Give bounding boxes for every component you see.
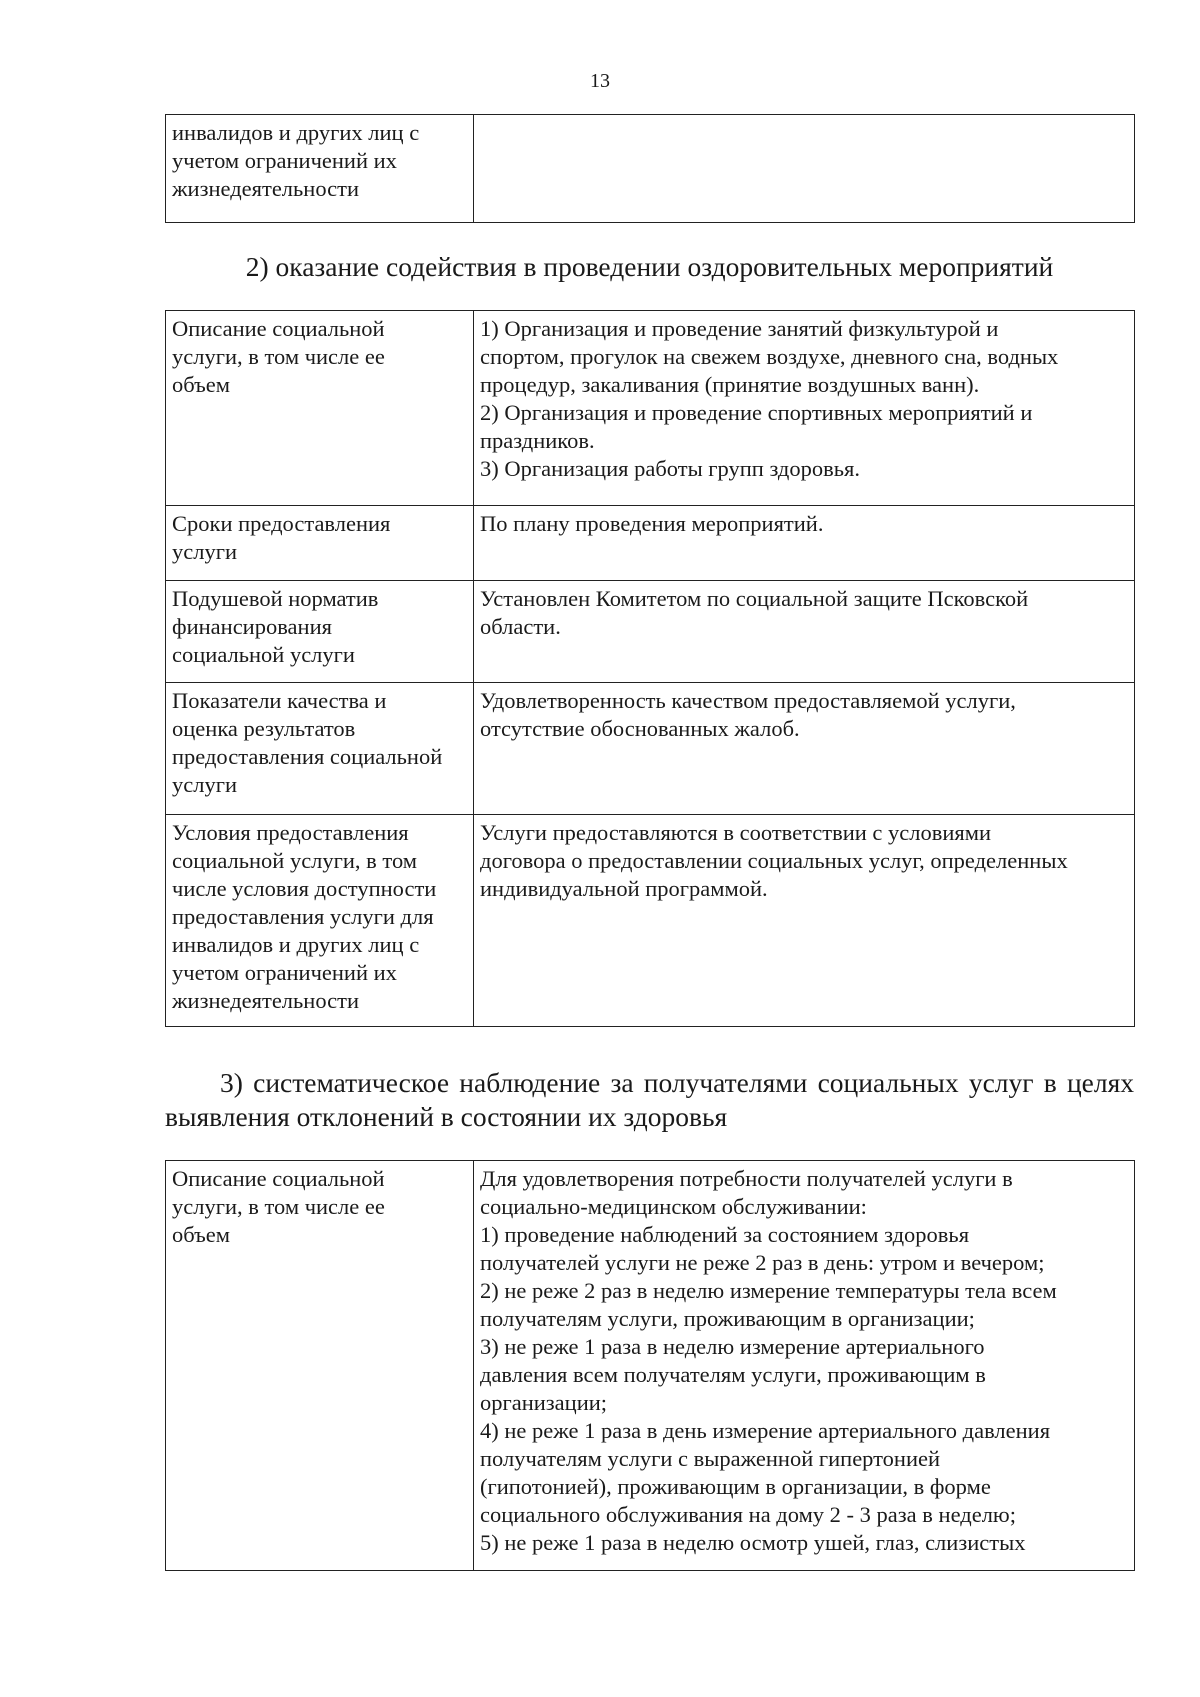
row-value: Установлен Комитетом по социальной защите Псковской области. <box>474 581 1135 683</box>
row-label: Подушевой норматив финансирования социальной услуги <box>166 581 474 683</box>
row-label: Описание социальной услуги, в том числе ее объем <box>166 1161 474 1571</box>
section-heading-3: 3) систематическое наблюдение за получателями социальных услуг в целях выявления отклонений в состоянии их здоровья <box>165 1067 1134 1132</box>
section-3-table <box>165 1160 1135 1571</box>
row-label: инвалидов и других лиц с учетом ограничений их жизнедеятельности <box>166 115 474 223</box>
row-value: Удовлетворенность качеством предоставляемой услуги, отсутствие обоснованных жалоб. <box>474 683 1135 815</box>
table-row <box>166 683 1135 815</box>
table-row <box>166 506 1135 581</box>
row-value: По плану проведения мероприятий. <box>474 506 1135 581</box>
continuation-table <box>165 114 1135 223</box>
row-value: Услуги предоставляются в соответствии с условиями договора о предоставлении социальных услуг, определенных индивидуальной программой. <box>474 815 1135 1027</box>
row-label: Показатели качества и оценка результатов предоставления социальной услуги <box>166 683 474 815</box>
row-label: Сроки предоставления услуги <box>166 506 474 581</box>
row-value: Для удовлетворения потребности получателей услуги в социально-медицинском обслуживании: 1) проведение наблюдений за состоянием здоровья получателей услуги не реже 2 раз в день: утром и вечером; 2) не реже 2 раз в неделю измерение температуры тела всем получателям услуги, проживающим в организации; 3) не реже 1 раза в неделю измерение артериального давления всем получателям услуги, проживающим в организации; 4) не реже 1 раза в день измерение артериального давления получателям услуги с выраженной гипертонией (гипотонией), проживающим в организации, в форме социального обслуживания на дому 2 - 3 раза в неделю; 5) не реже 1 раза в неделю осмотр ушей, глаз, слизистых <box>474 1161 1135 1571</box>
row-label: Описание социальной услуги, в том числе ее объем <box>166 311 474 506</box>
section-heading-2: 2) оказание содействия в проведении оздоровительных мероприятий <box>245 251 1054 282</box>
table-row <box>166 115 1135 223</box>
table-row <box>166 311 1135 506</box>
page-number: 13 <box>590 70 610 92</box>
row-value: 1) Организация и проведение занятий физкультурой и спортом, прогулок на свежем воздухе, дневного сна, водных процедур, закаливания (принятие воздушных ванн). 2) Организация и проведение спортивных мероприятий и праздников. 3) Организация работы групп здоровья. <box>474 311 1135 506</box>
table-row <box>166 1161 1135 1571</box>
table-row <box>166 581 1135 683</box>
table-row <box>166 815 1135 1027</box>
section-2-table <box>165 310 1135 1027</box>
row-value <box>474 115 1135 223</box>
row-label: Условия предоставления социальной услуги, в том числе условия доступности предоставления услуги для инвалидов и других лиц с учетом ограничений их жизнедеятельности <box>166 815 474 1027</box>
